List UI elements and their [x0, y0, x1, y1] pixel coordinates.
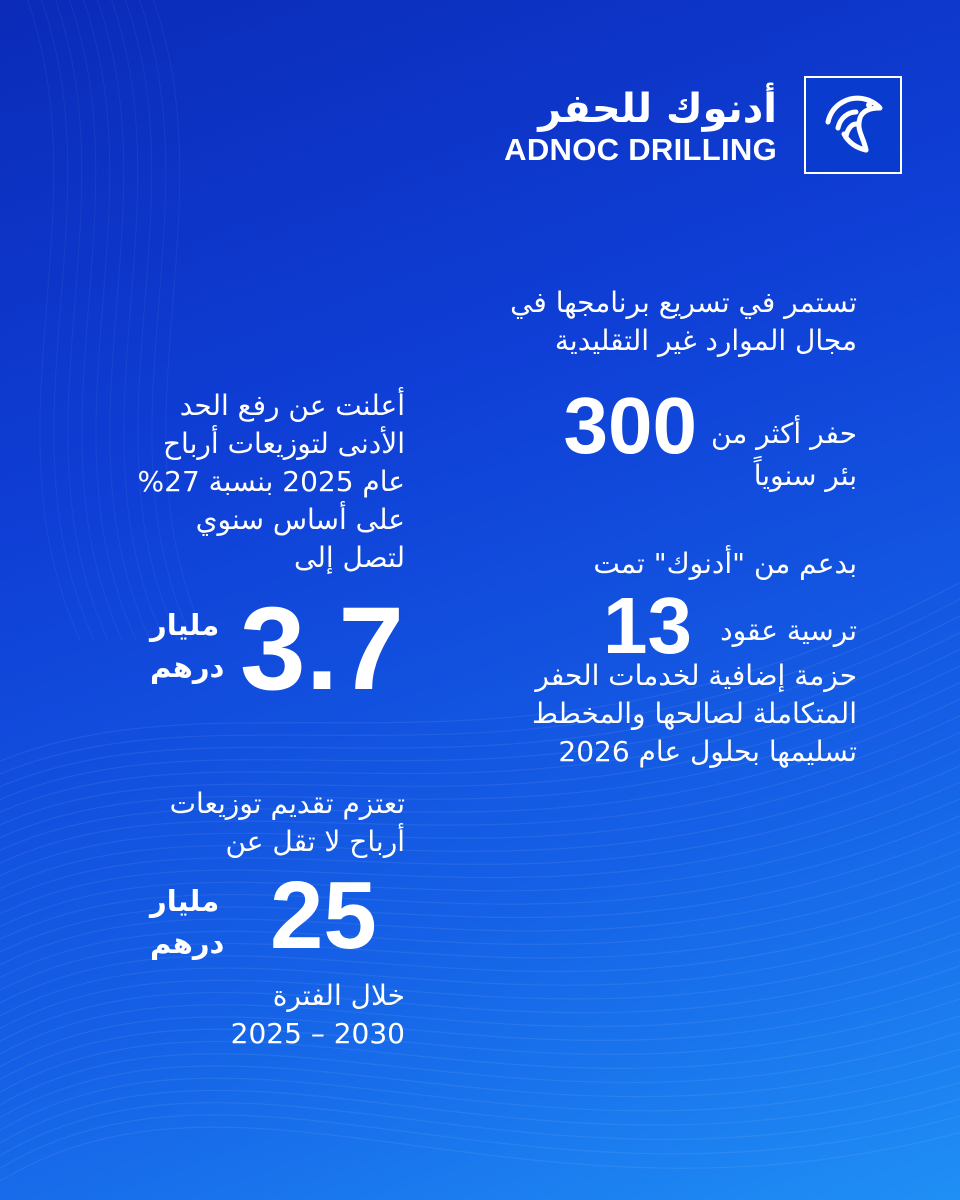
- contracts-details: [417, 657, 857, 771]
- dividend-amount-number: 3.7: [240, 583, 405, 715]
- unconventional-intro-line: تستمر في تسريع برنامجها في: [510, 286, 857, 319]
- background-wave-line: [0, 917, 960, 1053]
- background-wave-line: [48, 0, 108, 640]
- background-wave-line: [0, 985, 960, 1105]
- contracts-number: 13: [603, 581, 692, 670]
- background-wave-line: [62, 0, 122, 640]
- adnoc-falcon-icon: [804, 76, 902, 174]
- dividend-raise-line: عام 2025 بنسبة 27%: [137, 465, 405, 498]
- dividend-commitment-line: تعتزم تقديم توزيعات: [169, 787, 405, 820]
- commitment-amount-number: 25: [270, 862, 377, 969]
- contracts-detail-line: المتكاملة لصالحها والمخطط: [531, 697, 857, 730]
- contracts-label: ترسية عقود: [720, 614, 857, 647]
- background-wave-line: [20, 0, 80, 640]
- background-wave-line: [0, 832, 960, 988]
- commitment-unit-billion: مليار: [150, 884, 220, 918]
- background-wave-line: [0, 815, 960, 975]
- contracts-detail-line: تسليمها بحلول عام 2026: [558, 735, 857, 768]
- background-wave-line: [0, 1036, 960, 1144]
- background-wave-line: [34, 0, 94, 640]
- contracts-intro: بدعم من "أدنوك" تمت: [593, 547, 857, 580]
- brand-name-arabic: أدنوك للحفر: [538, 86, 777, 132]
- background-wave-line: [0, 849, 960, 1001]
- background-wave-line: [0, 1104, 960, 1196]
- background-wave-line: [90, 0, 150, 640]
- background-wave-line: [0, 1070, 960, 1170]
- wells-suffix: بئر سنوياً: [753, 459, 857, 492]
- background-wave-line: [0, 951, 960, 1079]
- dividend-raise-line: أعلنت عن رفع الحد: [179, 389, 405, 422]
- period-label: خلال الفترة: [272, 979, 405, 1012]
- background-wave-line: [0, 883, 960, 1027]
- commitment-period: [150, 977, 405, 1053]
- dividend-commitment-text: [150, 785, 405, 861]
- unconventional-intro: [437, 284, 857, 360]
- dividend-raise-text: [137, 387, 405, 577]
- contracts-detail-line: حزمة إضافية لخدمات الحفر: [535, 659, 857, 692]
- wells-per-year-number: 300: [563, 381, 697, 470]
- dividend-unit-billion: مليار: [150, 608, 220, 642]
- background-wave-line: [0, 1053, 960, 1157]
- brand-name-english: ADNOC DRILLING: [504, 132, 777, 167]
- period-years: 2025 – 2030: [230, 1017, 405, 1050]
- background-wave-line: [0, 798, 960, 969]
- background-wave-line: [0, 934, 960, 1066]
- dividend-raise-line: الأدنى لتوزيعات أرباح: [162, 427, 405, 460]
- background-wave-line: [0, 1019, 960, 1131]
- background-wave-line: [0, 1087, 960, 1183]
- background-wave-line: [76, 0, 136, 640]
- background-wave-line: [0, 747, 960, 923]
- background-wave-line: [0, 900, 960, 1040]
- background-wave-line: [0, 862, 960, 1014]
- background-wave-line: [0, 1002, 960, 1118]
- unconventional-intro-line: مجال الموارد غير التقليدية: [554, 324, 857, 357]
- background-wave-line: [0, 764, 960, 936]
- dividend-raise-line: على أساس سنوي: [195, 503, 405, 536]
- background-wave-line: [0, 781, 960, 949]
- commitment-unit-dirham: درهم: [150, 926, 225, 960]
- dividend-commitment-line: أرباح لا تقل عن: [225, 825, 405, 858]
- dividend-unit-dirham: درهم: [150, 650, 225, 684]
- dividend-raise-line: لتصل إلى: [293, 541, 405, 574]
- background-wave-line: [0, 1121, 960, 1200]
- background-wave-line: [0, 968, 960, 1092]
- wells-label: حفر أكثر من: [710, 417, 857, 450]
